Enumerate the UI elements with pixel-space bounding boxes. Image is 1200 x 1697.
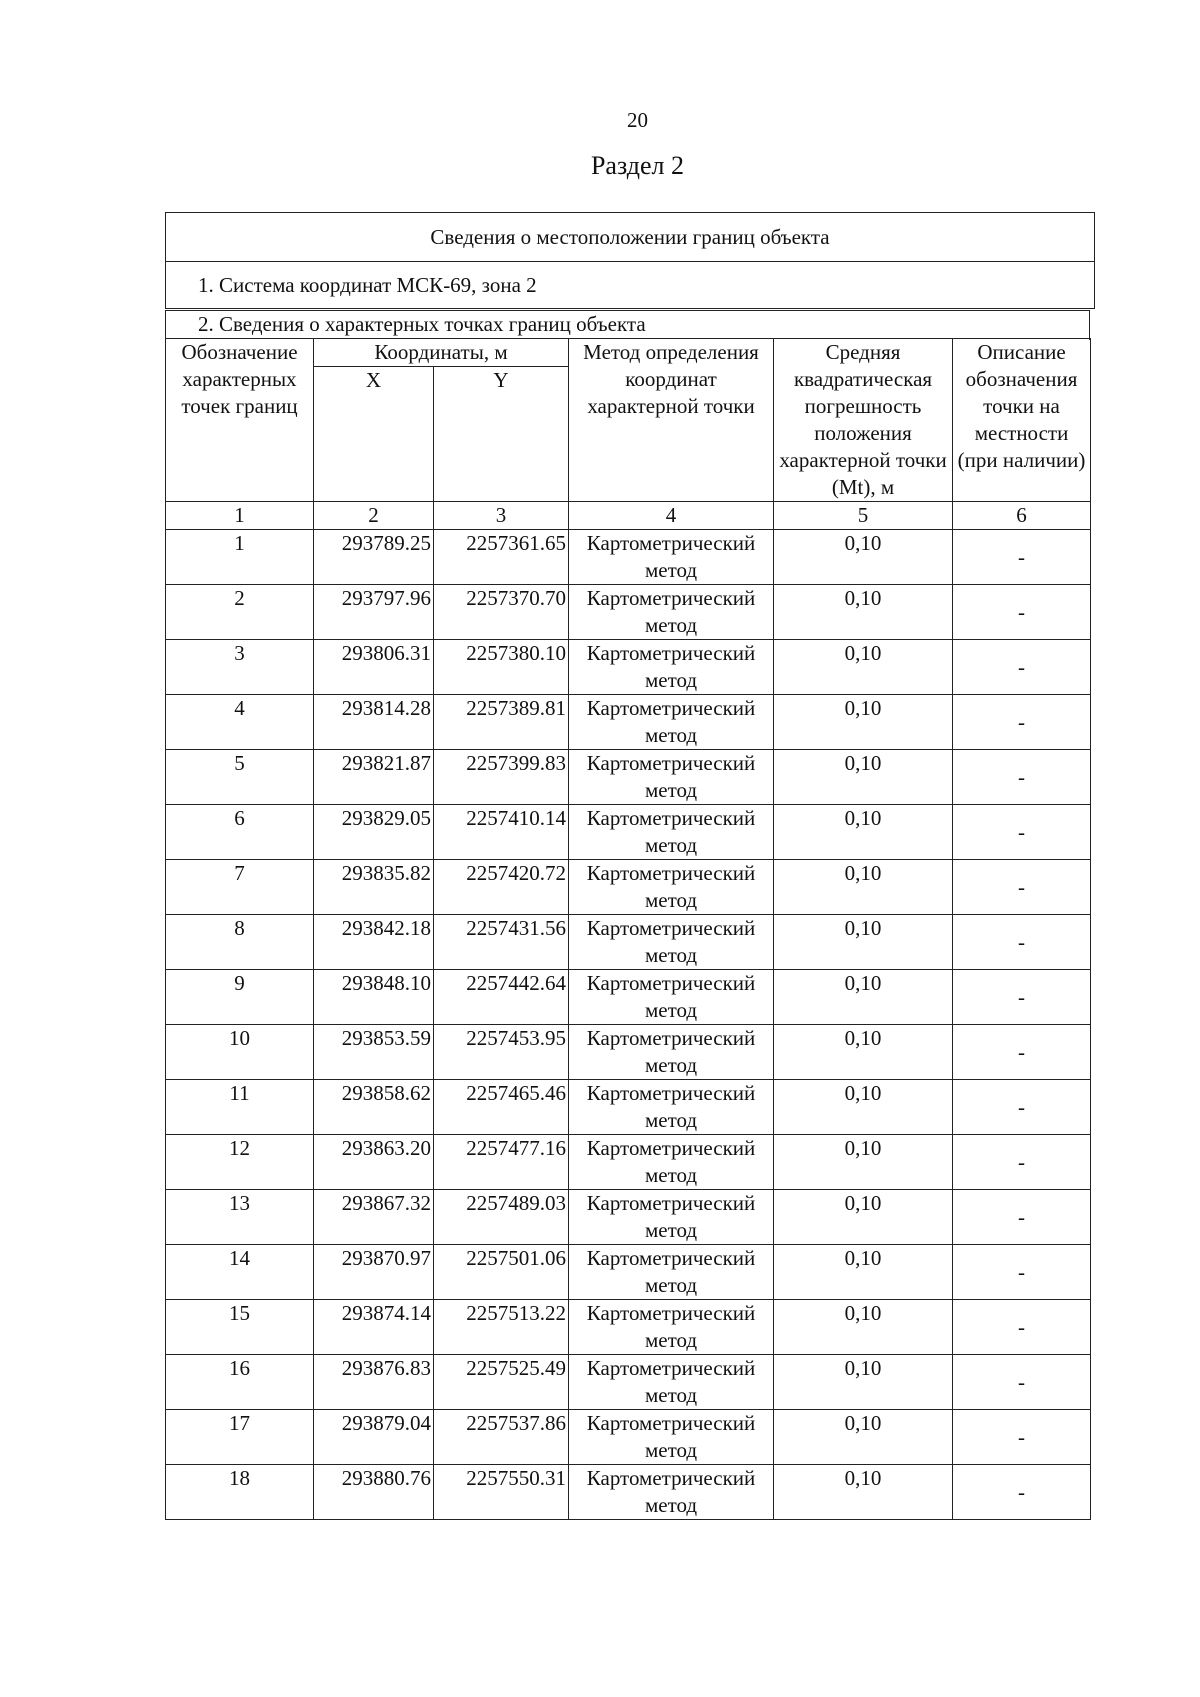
- description-cell: -: [953, 585, 1091, 640]
- error-cell: 0,10: [774, 530, 953, 585]
- method-cell: Картометрический метод: [569, 1190, 774, 1245]
- coord-y: 2257410.14: [434, 805, 569, 860]
- coord-x: 293814.28: [314, 695, 434, 750]
- table-row: [166, 970, 1091, 1025]
- description-cell: -: [953, 1300, 1091, 1355]
- method-cell: Картометрический метод: [569, 1465, 774, 1520]
- coord-y: 2257525.49: [434, 1355, 569, 1410]
- description-cell: -: [953, 1080, 1091, 1135]
- coord-x: 293789.25: [314, 530, 434, 585]
- table-row: [166, 915, 1091, 970]
- coord-y: 2257453.95: [434, 1025, 569, 1080]
- coord-y: 2257442.64: [434, 970, 569, 1025]
- table-row: [166, 530, 1091, 585]
- error-cell: 0,10: [774, 1190, 953, 1245]
- description-cell: -: [953, 860, 1091, 915]
- point-number: 4: [166, 695, 314, 750]
- method-cell: Картометрический метод: [569, 805, 774, 860]
- header-method: Метод определения координат характерной точки: [569, 339, 774, 502]
- coord-x: 293858.62: [314, 1080, 434, 1135]
- method-cell: Картометрический метод: [569, 585, 774, 640]
- header-coordinates: Координаты, м: [314, 339, 569, 367]
- description-cell: -: [953, 1135, 1091, 1190]
- coord-y: 2257361.65: [434, 530, 569, 585]
- coord-x: 293876.83: [314, 1355, 434, 1410]
- error-cell: 0,10: [774, 805, 953, 860]
- table-row: [166, 1135, 1091, 1190]
- coord-x: 293797.96: [314, 585, 434, 640]
- coord-x: 293870.97: [314, 1245, 434, 1300]
- table-row: [166, 1190, 1091, 1245]
- coord-y: 2257550.31: [434, 1465, 569, 1520]
- error-cell: 0,10: [774, 970, 953, 1025]
- point-number: 9: [166, 970, 314, 1025]
- coord-y: 2257477.16: [434, 1135, 569, 1190]
- coord-y: 2257431.56: [434, 915, 569, 970]
- description-cell: -: [953, 1410, 1091, 1465]
- description-cell: -: [953, 750, 1091, 805]
- method-cell: Картометрический метод: [569, 1245, 774, 1300]
- method-cell: Картометрический метод: [569, 750, 774, 805]
- coord-x: 293863.20: [314, 1135, 434, 1190]
- coord-x: 293848.10: [314, 970, 434, 1025]
- point-number: 10: [166, 1025, 314, 1080]
- method-cell: Картометрический метод: [569, 1300, 774, 1355]
- table-row: [166, 1080, 1091, 1135]
- coord-x: 293806.31: [314, 640, 434, 695]
- point-number: 2: [166, 585, 314, 640]
- error-cell: 0,10: [774, 915, 953, 970]
- coord-y: 2257501.06: [434, 1245, 569, 1300]
- point-number: 7: [166, 860, 314, 915]
- description-cell: -: [953, 1245, 1091, 1300]
- method-cell: Картометрический метод: [569, 1355, 774, 1410]
- object-info-title: Сведения о местоположении границ объекта: [165, 212, 1095, 262]
- coord-x: 293842.18: [314, 915, 434, 970]
- method-cell: Картометрический метод: [569, 1410, 774, 1465]
- description-cell: -: [953, 1465, 1091, 1520]
- error-cell: 0,10: [774, 1025, 953, 1080]
- point-number: 11: [166, 1080, 314, 1135]
- table-body: [166, 530, 1091, 1520]
- coord-x: 293821.87: [314, 750, 434, 805]
- method-cell: Картометрический метод: [569, 1080, 774, 1135]
- coordinate-system: 1. Система координат МСК-69, зона 2: [165, 261, 1095, 309]
- table-row: [166, 640, 1091, 695]
- error-cell: 0,10: [774, 695, 953, 750]
- column-number: 1: [166, 502, 314, 530]
- method-cell: Картометрический метод: [569, 530, 774, 585]
- point-number: 1: [166, 530, 314, 585]
- error-cell: 0,10: [774, 1135, 953, 1190]
- description-cell: -: [953, 915, 1091, 970]
- points-section-title: 2. Сведения о характерных точках границ объекта: [165, 310, 1090, 340]
- point-number: 13: [166, 1190, 314, 1245]
- table-row: [166, 1465, 1091, 1520]
- method-cell: Картометрический метод: [569, 970, 774, 1025]
- coord-x: 293879.04: [314, 1410, 434, 1465]
- coord-y: 2257389.81: [434, 695, 569, 750]
- point-number: 16: [166, 1355, 314, 1410]
- page-number: 20: [627, 108, 648, 132]
- point-number: 17: [166, 1410, 314, 1465]
- description-cell: -: [953, 1355, 1091, 1410]
- point-number: 12: [166, 1135, 314, 1190]
- point-number: 14: [166, 1245, 314, 1300]
- coord-y: 2257513.22: [434, 1300, 569, 1355]
- table-row: [166, 695, 1091, 750]
- column-number: 2: [314, 502, 434, 530]
- method-cell: Картометрический метод: [569, 915, 774, 970]
- coord-x: 293880.76: [314, 1465, 434, 1520]
- error-cell: 0,10: [774, 1410, 953, 1465]
- error-cell: 0,10: [774, 585, 953, 640]
- description-cell: -: [953, 805, 1091, 860]
- coord-y: 2257380.10: [434, 640, 569, 695]
- coord-x: 293829.05: [314, 805, 434, 860]
- error-cell: 0,10: [774, 1355, 953, 1410]
- column-number: 3: [434, 502, 569, 530]
- table-row: [166, 1025, 1091, 1080]
- header-error: Средняя квадратическая погрешность положения характерной точки (Mt), м: [774, 339, 953, 502]
- method-cell: Картометрический метод: [569, 640, 774, 695]
- coord-y: 2257399.83: [434, 750, 569, 805]
- coord-y: 2257465.46: [434, 1080, 569, 1135]
- method-cell: Картометрический метод: [569, 860, 774, 915]
- column-number: 5: [774, 502, 953, 530]
- table-row: [166, 1300, 1091, 1355]
- table-row: [166, 1245, 1091, 1300]
- table-row: [166, 585, 1091, 640]
- coord-y: 2257489.03: [434, 1190, 569, 1245]
- error-cell: 0,10: [774, 1465, 953, 1520]
- header-y: Y: [434, 367, 569, 502]
- description-cell: -: [953, 530, 1091, 585]
- coord-y: 2257537.86: [434, 1410, 569, 1465]
- coord-x: 293874.14: [314, 1300, 434, 1355]
- coord-x: 293835.82: [314, 860, 434, 915]
- point-number: 18: [166, 1465, 314, 1520]
- description-cell: -: [953, 1025, 1091, 1080]
- header-x: X: [314, 367, 434, 502]
- point-number: 3: [166, 640, 314, 695]
- header-description: Описание обозначения точки на местности (при наличии): [953, 339, 1091, 502]
- coord-x: 293853.59: [314, 1025, 434, 1080]
- table-row: [166, 1410, 1091, 1465]
- error-cell: 0,10: [774, 1245, 953, 1300]
- point-number: 5: [166, 750, 314, 805]
- description-cell: -: [953, 970, 1091, 1025]
- error-cell: 0,10: [774, 750, 953, 805]
- coord-y: 2257420.72: [434, 860, 569, 915]
- table-row: [166, 805, 1091, 860]
- boundary-points-table: [165, 338, 1091, 1520]
- section-title: Раздел 2: [590, 151, 685, 180]
- table-row: [166, 860, 1091, 915]
- description-cell: -: [953, 695, 1091, 750]
- method-cell: Картометрический метод: [569, 1025, 774, 1080]
- coord-y: 2257370.70: [434, 585, 569, 640]
- description-cell: -: [953, 640, 1091, 695]
- point-number: 6: [166, 805, 314, 860]
- coord-x: 293867.32: [314, 1190, 434, 1245]
- column-numbers-row: [166, 502, 1091, 530]
- error-cell: 0,10: [774, 640, 953, 695]
- point-number: 15: [166, 1300, 314, 1355]
- column-number: 4: [569, 502, 774, 530]
- column-number: 6: [953, 502, 1091, 530]
- error-cell: 0,10: [774, 860, 953, 915]
- point-number: 8: [166, 915, 314, 970]
- error-cell: 0,10: [774, 1300, 953, 1355]
- method-cell: Картометрический метод: [569, 695, 774, 750]
- table-row: [166, 1355, 1091, 1410]
- header-designation: Обозначение характерных точек границ: [166, 339, 314, 502]
- description-cell: -: [953, 1190, 1091, 1245]
- table-row: [166, 750, 1091, 805]
- method-cell: Картометрический метод: [569, 1135, 774, 1190]
- error-cell: 0,10: [774, 1080, 953, 1135]
